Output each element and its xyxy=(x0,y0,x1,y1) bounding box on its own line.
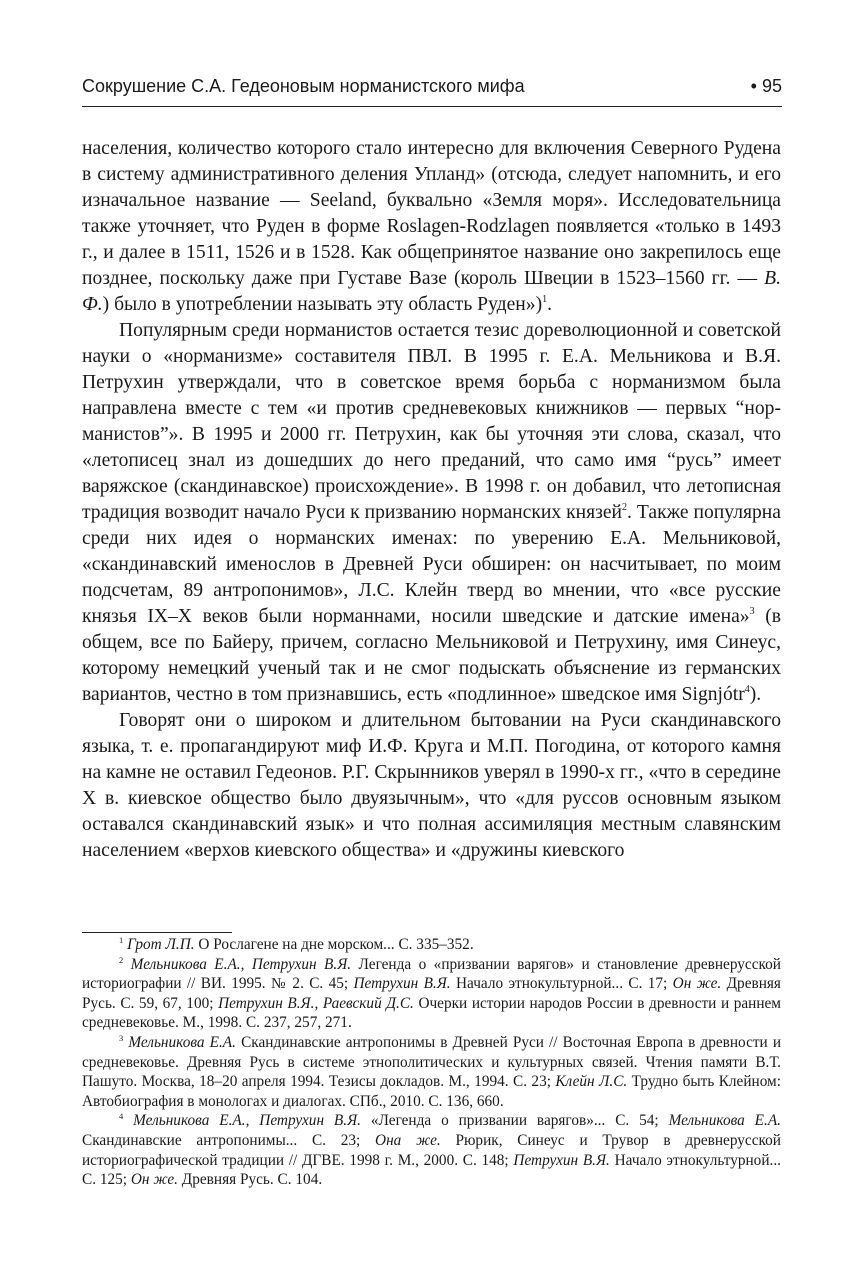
running-head-title: Сокрушение С.А. Гедеоновым норманистского мифа xyxy=(82,76,525,96)
paragraph-2: Популярным среди норманистов остается тезис дореволюционной и советской науки о «норманизме» составителя ПВЛ. В 1995 г. Е.А. Мельникова и В.Я. Петрухин утверждали, что в советское время борьба с норманизмом была направлена вместе с тем «и против средневековых книжников — первых “норманистов”». В 1995 и 2000 гг. Петрухин, как бы уточняя эти слова, сказал, что «летописец знал из дошедших до него преданий, что само имя “русь” имеет варяжское (скандинавское) происхождение». В 1998 г. он добавил, что летописная традиция возводит начало Руси к призванию норманских князей$^2$. Также популярна среди них идея о норманских именах: по уверению Е.А. Мельниковой, «скандинавский именослов в Древней Руси обширен: он насчитывает, по моим подсчетам, 89 антропонимов», Л.С. Клейн тверд во мнении, что «все русские князья IX–X веков были норманнами, носили шведские и датские имена»$^3$ (в общем, все по Байеру, причем, согласно Мельниковой и Петрухину, имя Синеус, которому немецкий ученый так и не смог подыскать объяснение из германских вариантов, честно в том признавшись, есть «подлинное» шведское имя Signjótr$^4$). xyxy=(82,320,781,705)
footnote-separator xyxy=(82,932,232,933)
footnotes xyxy=(82,935,781,1190)
body-text xyxy=(82,136,781,864)
footnote-1: $^1$ Грот Л.П. О Рослагене на дне морском... С. 335–352. xyxy=(119,935,474,953)
footnote-ref-4: 4 xyxy=(744,684,750,695)
footnote-ref-2: 2 xyxy=(622,502,628,513)
footnote-4: $^4$ Мельникова Е.А., Петрухин В.Я. «Легенда о призвании варягов»... С. 54; Мельникова Е.А. Скандинавские антропонимы... С. 23; Она же. Рюрик, Синеус и Трувор в древнерусской историографической традиции // ДГВЕ. 1998 г. М., 2000. С. 148; Петрухин В.Я. Начало этнокультурной... С. 125; Он же. Древняя Русь. С. 104. xyxy=(82,1111,781,1189)
page-number: • 95 xyxy=(750,76,782,96)
footnote-ref-3: 3 xyxy=(749,606,755,617)
paragraph-1: населения, количество которого стало интересно для включения Северного Рудена в систему административного деления Упланд» (отсюда, следует напомнить, и его изначальное название — Seeland, буквально «Земля моря». Исследовательница также уточняет, что Руден в форме Roslagen-Rodzlagen появляется «только в 1493 г., и далее в 1511, 1526 и в 1528. Как общепринятое название оно закрепилось еще позднее, поскольку даже при Густаве Вазе (король Швеции в 1523–1560 гг. — В. Ф.) было в употреблении называть эту область Руден»)$^1$. xyxy=(82,138,781,315)
author-initials: В. Ф. xyxy=(82,268,781,315)
footnote-ref-1: 1 xyxy=(542,294,548,305)
running-head xyxy=(82,76,782,107)
footnote-2: $^2$ Мельникова Е.А., Петрухин В.Я. Легенда о «призвании варягов» и становление древнерусской историографии // ВИ. 1995. № 2. С. 45; Петрухин В.Я. Начало этнокультурной... С. 17; Он же. Древняя Русь. С. 59, 67, 100; Петрухин В.Я., Раевский Д.С. Очерки истории народов России в древности и раннем средневековье. М., 1998. С. 237, 257, 271. xyxy=(82,954,781,1032)
paragraph-3: Говорят они о широком и длительном бытовании на Руси скандинавского языка, т. е. пропагандируют миф И.Ф. Круга и М.П. Погодина, от которого камня на камне не оставил Гедеонов. Р.Г. Скрынников уверял в 1990-х гг., «что в середине X в. киевское общество было двуязычным», что «для руссов основным языком оставался скандинавский язык» и что полная ассимиляция местным славянским населением «верхов киевского общества» и «дружины киевского xyxy=(82,710,781,861)
footnote-3: $^3$ Мельникова Е.А. Скандинавские антропонимы в Древней Руси // Восточная Европа в древности и средневековье. Древняя Русь в системе этнополитических и культурных связей. Чтения памяти В.Т. Пашуто. Москва, 18–20 апреля 1994. Тезисы докладов. М., 1994. С. 23; Клейн Л.С. Трудно быть Клейном: Автобиография в монологах и диалогах. СПб., 2010. С. 136, 660. xyxy=(82,1032,782,1110)
